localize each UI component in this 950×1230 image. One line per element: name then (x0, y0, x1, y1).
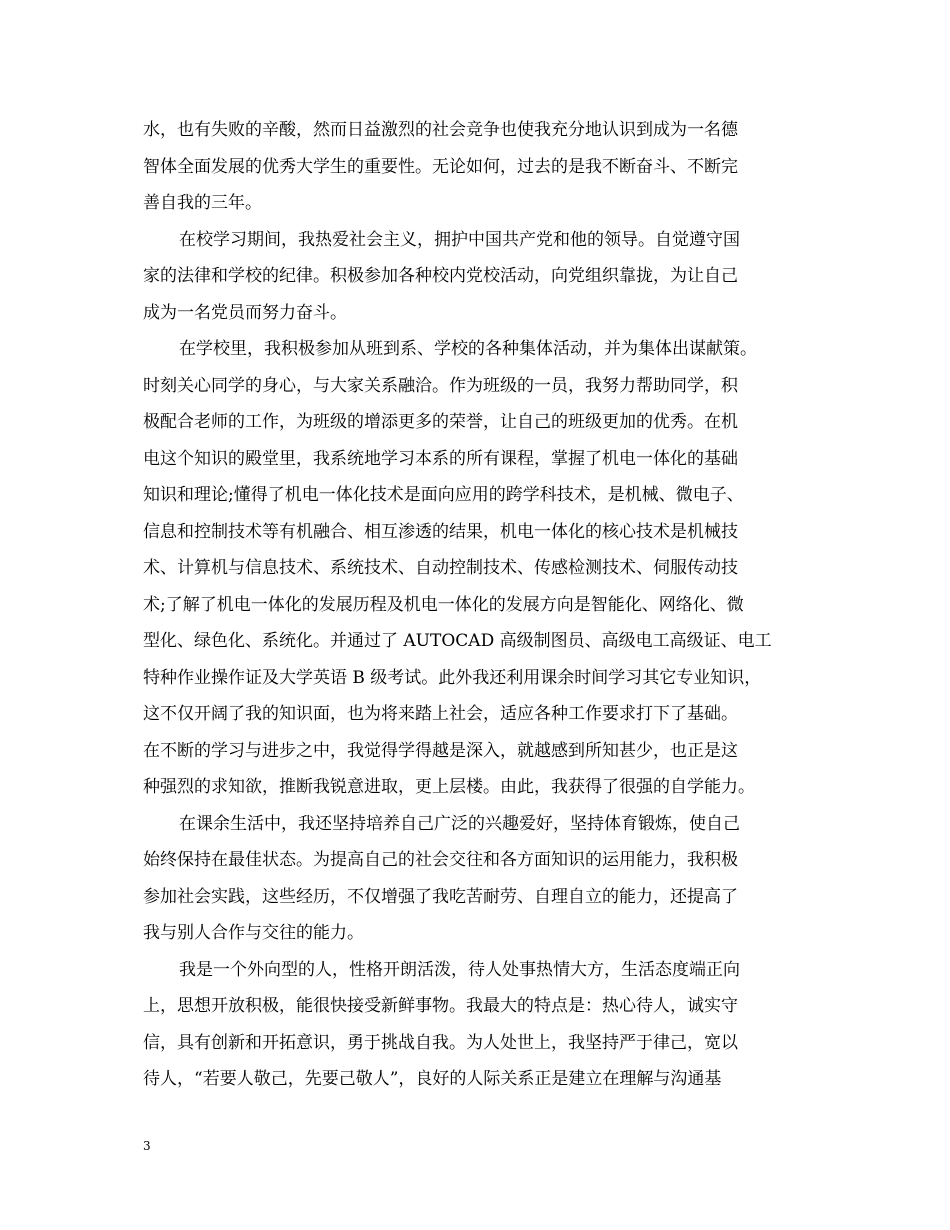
text-line: 我是一个外向型的人，性格开朗活泼，待人处事热情大方，生活态度端正向 (179, 959, 740, 980)
text-line: 型化、绿色化、系统化。并通过了 AUTOCAD 高级制图员、高级电工高级证、电工 (143, 631, 772, 651)
text-line: 家的法律和学校的纪律。积极参加各种校内党校活动，向党组织靠拢，为让自己 (143, 266, 738, 286)
text-line: 成为一名党员而努力奋斗。 (143, 302, 347, 323)
page-number: 3 (143, 1139, 151, 1153)
text-line: 始终保持在最佳状态。为提高自己的社会交往和各方面知识的运用能力，我积极 (143, 850, 738, 870)
text-line: 时刻关心同学的身心，与大家关系融洽。作为班级的一员，我努力帮助同学，积 (143, 375, 738, 396)
text-line: 种强烈的求知欲，推断我锐意进取，更上层楼。由此，我获得了很强的自学能力。 (143, 777, 755, 797)
text-line: 智体全面发展的优秀大学生的重要性。无论如何，过去的是我不断奋斗、不断完 (143, 156, 738, 177)
text-line: 在校学习期间，我热爱社会主义，拥护中国共产党和他的领导。自觉遵守国 (179, 229, 740, 250)
text-line: 参加社会实践，这些经历，不仅增强了我吃苦耐劳、自理自立的能力，还提高了 (143, 886, 738, 907)
text-line: 知识和理论;懂得了机电一体化技术是面向应用的跨学科技术，是机械、微电子、 (143, 485, 744, 505)
text-line: 在学校里，我积极参加从班到系、学校的各种集体活动，并为集体出谋献策。 (179, 339, 757, 359)
text-line: 上，思想开放积极，能很快接受新鲜事物。我最大的特点是：热心待人，诚实守 (143, 996, 738, 1016)
text-line: 在课余生活中，我还坚持培养自己广泛的兴趣爱好，坚持体育锻炼，使自己 (179, 813, 740, 834)
text-line: 水，也有失败的辛酸，然而日益激烈的社会竞争也使我充分地认识到成为一名德 (143, 120, 738, 140)
text-line: 电这个知识的殿堂里，我系统地学习本系的所有课程，掌握了机电一体化的基础 (143, 448, 738, 469)
text-line: 善自我的三年。 (143, 193, 262, 213)
text-line: 待人，“若要人敬己，先要己敬人”，良好的人际关系正是建立在理解与沟通基 (143, 1069, 722, 1089)
body-text (143, 112, 823, 1098)
text-line: 这不仅开阔了我的知识面，也为将来踏上社会，适应各种工作要求打下了基础。 (143, 704, 738, 724)
text-line: 术、计算机与信息技术、系统技术、自动控制技术、传感检测技术、伺服传动技 (143, 558, 738, 578)
text-line: 在不断的学习与进步之中，我觉得学得越是深入，就越感到所知甚少，也正是这 (143, 740, 738, 761)
text-line: 术;了解了机电一体化的发展历程及机电一体化的发展方向是智能化、网络化、微 (143, 594, 744, 615)
text-line: 特种作业操作证及大学英语 B 级考试。此外我还利用课余时间学习其它专业知识， (143, 667, 762, 688)
text-line: 我与别人合作与交往的能力。 (143, 923, 364, 943)
text-line: 极配合老师的工作，为班级的增添更多的荣誉，让自己的班级更加的优秀。在机 (143, 412, 738, 432)
text-line: 信，具有创新和开拓意识，勇于挑战自我。为人处世上，我坚持严于律己，宽以 (143, 1032, 738, 1053)
text-line: 信息和控制技术等有机融合、相互渗透的结果，机电一体化的核心技术是机械技 (143, 521, 738, 542)
